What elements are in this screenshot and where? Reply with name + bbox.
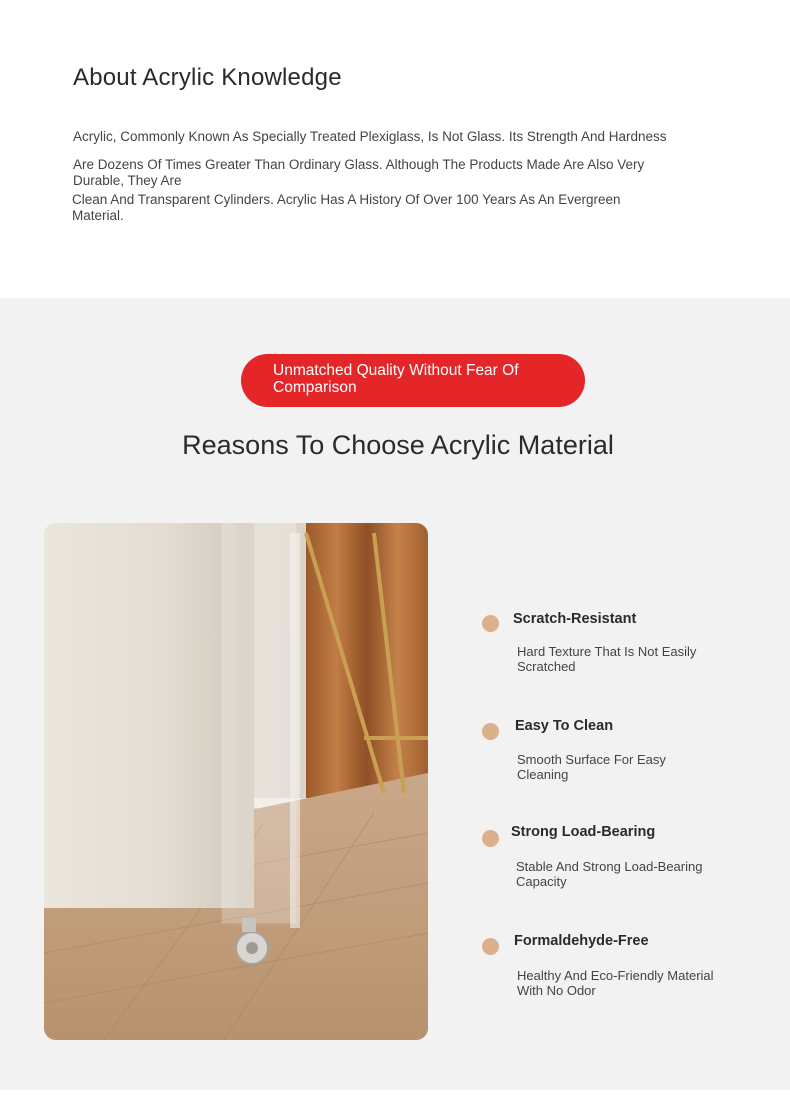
feature-bullet-icon (482, 615, 499, 632)
feature-desc-scratch-resistant: Hard Texture That Is Not Easily Scratched (517, 644, 697, 674)
feature-desc-strong-load-bearing: Stable And Strong Load-Bearing Capacity (516, 859, 703, 889)
about-section (0, 0, 790, 298)
feature-desc-easy-to-clean: Smooth Surface For Easy Cleaning (517, 752, 666, 782)
feature-title-scratch-resistant: Scratch-Resistant (513, 611, 637, 627)
feature-desc-formaldehyde-free: Healthy And Eco-Friendly Material With No Odor (517, 968, 714, 998)
reasons-section (0, 298, 790, 1090)
reasons-title: Reasons To Choose Acrylic Material (182, 430, 614, 460)
feature-bullet-icon (482, 723, 499, 740)
about-text-line-2: Are Dozens Of Times Greater Than Ordinary Glass. Although The Products Made Are Also Very Durable, They Are (73, 157, 645, 188)
product-photo (44, 523, 428, 1040)
acrylic-cabinet-illustration (44, 523, 428, 1040)
bottom-divider (0, 1090, 790, 1107)
feature-bullet-icon (482, 938, 499, 955)
feature-title-strong-load-bearing: Strong Load-Bearing (511, 824, 656, 840)
about-text-line-1: Acrylic, Commonly Known As Specially Treated Plexiglass, Is Not Glass. Its Strength And Hardness (73, 129, 667, 144)
feature-title-easy-to-clean: Easy To Clean (515, 718, 614, 734)
feature-bullet-icon (482, 830, 499, 847)
quality-badge: Unmatched Quality Without Fear Of Comparison (241, 354, 585, 407)
about-text-line-3: Clean And Transparent Cylinders. Acrylic Has A History Of Over 100 Years As An Evergreen Material. (72, 192, 621, 223)
feature-title-formaldehyde-free: Formaldehyde-Free (514, 933, 649, 949)
about-title: About Acrylic Knowledge (73, 64, 342, 91)
